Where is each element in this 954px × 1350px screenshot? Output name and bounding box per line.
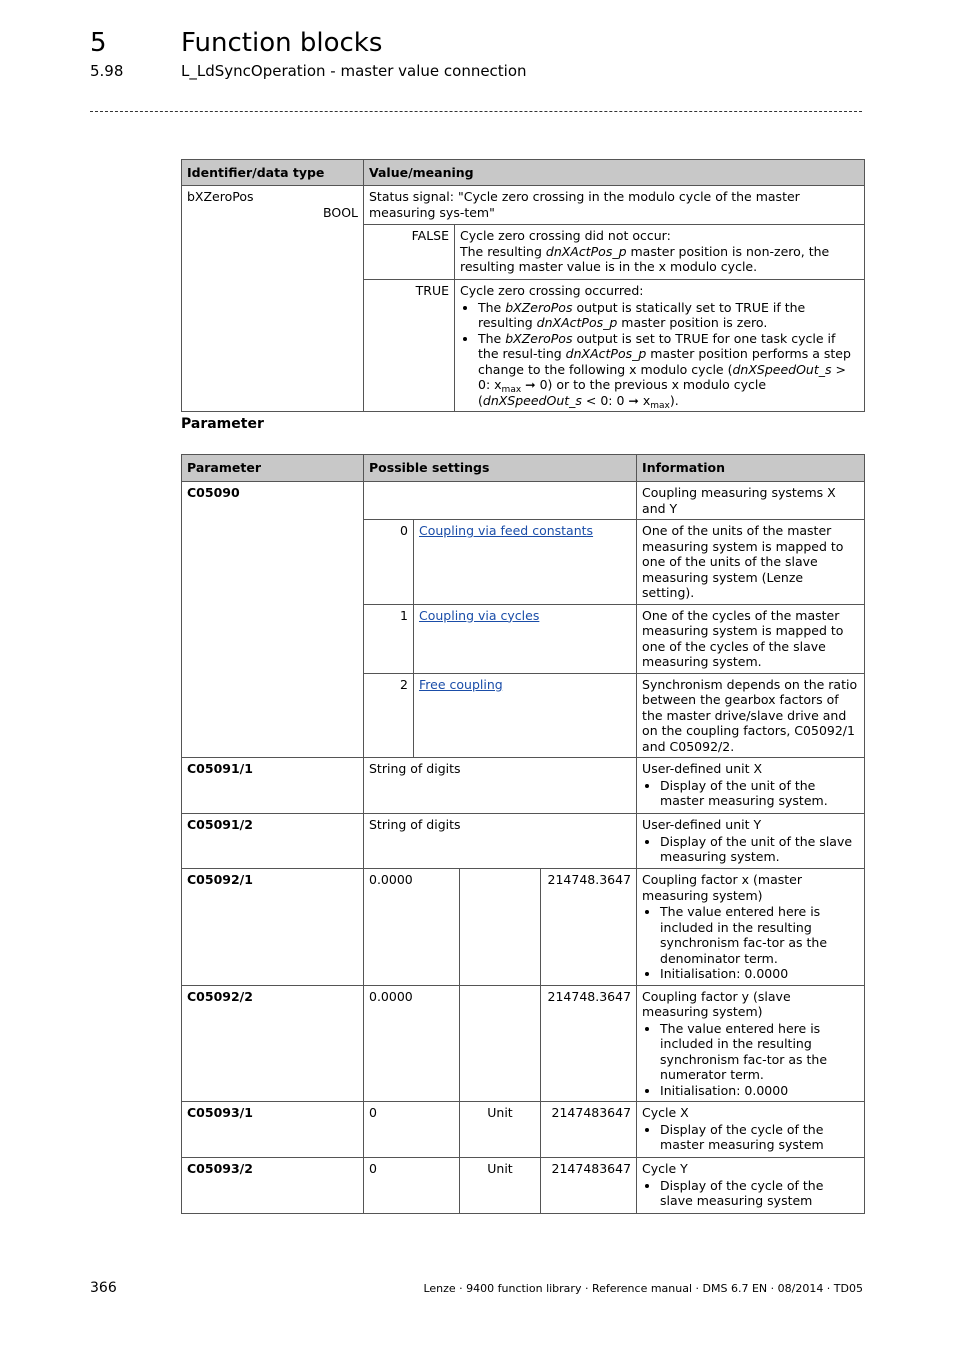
col-header-identifier: Identifier/data type <box>182 160 364 186</box>
footer-doc-info: Lenze · 9400 function library · Reference manual · DMS 6.7 EN · 08/2014 · TD05 <box>423 1282 863 1295</box>
true-title: Cycle zero crossing occurred: <box>460 283 644 298</box>
link-free-coupling[interactable]: Free coupling <box>419 676 503 692</box>
true-bullet-static: • The bXZeroPos output is statically set to TRUE if the resulting dnXActPos_p master position is zero. <box>478 300 859 331</box>
data-type: BOOL <box>323 204 358 220</box>
chapter-number: 5 <box>90 28 107 58</box>
param-info: Cycle Y • Display of the cycle of the slave measuring system <box>637 1158 865 1214</box>
param-c05091-1: C05091/1 <box>182 758 364 814</box>
unit-value <box>460 869 541 986</box>
page-number: 366 <box>90 1280 117 1296</box>
false-title: Cycle zero crossing did not occur: <box>460 228 671 243</box>
signal-description: Status signal: "Cycle zero crossing in the modulo cycle of the master measuring sys-tem" <box>364 186 865 225</box>
unit-value <box>460 985 541 1102</box>
link-coupling-cycles[interactable]: Coupling via cycles <box>419 607 540 623</box>
max-value: 2147483647 <box>541 1102 637 1158</box>
identifier-table <box>181 159 865 412</box>
section-title: L_LdSyncOperation - master value connection <box>181 62 527 80</box>
false-text: The resulting dnXActPos_p master position is non-zero, the resulting master value is in the x modulo cycle. <box>460 243 830 274</box>
true-bullet-list <box>460 300 859 409</box>
param-c05092-1: C05092/1 <box>182 869 364 986</box>
param-info: Coupling factor y (slave measuring system) • The value entered here is included in the resulting synchronism fac-tor as the numerator term. • Initialisation: 0.0000 <box>637 985 865 1102</box>
option-number: 0 <box>364 520 414 605</box>
col-header-settings: Possible settings <box>364 455 637 482</box>
min-value: 0.0000 <box>364 985 460 1102</box>
true-value: TRUE <box>364 280 455 412</box>
param-c05092-2: C05092/2 <box>182 985 364 1102</box>
link-coupling-feed-constants[interactable]: Coupling via feed constants <box>419 523 594 538</box>
param-info: User-defined unit X • Display of the unit of the master measuring system. <box>637 758 865 814</box>
c05090-info: Coupling measuring systems X and Y <box>637 482 865 520</box>
col-header-value: Value/meaning <box>364 160 865 186</box>
unit-value: Unit <box>460 1158 541 1214</box>
param-c05090: C05090 <box>182 482 364 758</box>
col-header-parameter: Parameter <box>182 455 364 482</box>
identifier-name: bXZeroPos <box>187 189 254 204</box>
parameter-heading: Parameter <box>181 416 264 432</box>
option-number: 2 <box>364 673 414 758</box>
col-header-information: Information <box>637 455 865 482</box>
option-info: Synchronism depends on the ratio between the gearbox factors of the master drive/slave drive and on the coupling factors, C05092/1 and C05092/2. <box>637 673 865 758</box>
unit-value: Unit <box>460 1102 541 1158</box>
param-info: User-defined unit Y • Display of the unit of the slave measuring system. <box>637 814 865 869</box>
section-number: 5.98 <box>90 62 124 80</box>
identifier-cell <box>182 186 364 412</box>
param-info: Coupling factor x (master measuring system) • The value entered here is included in the resulting synchronism fac-tor as the denominator term. • Initialisation: 0.0000 <box>637 869 865 986</box>
min-value: 0 <box>364 1102 460 1158</box>
option-number: 1 <box>364 604 414 673</box>
header-divider <box>90 111 862 112</box>
min-value: 0.0000 <box>364 869 460 986</box>
param-c05093-2: C05093/2 <box>182 1158 364 1214</box>
option-info: One of the cycles of the master measuring system is mapped to one of the cycles of the slave measuring system. <box>637 604 865 673</box>
setting-value: String of digits <box>364 814 637 869</box>
option-info: One of the units of the master measuring system is mapped to one of the units of the slave measuring system (Lenze setting). <box>637 520 865 605</box>
param-c05091-2: C05091/2 <box>182 814 364 869</box>
max-value: 2147483647 <box>541 1158 637 1214</box>
max-value: 214748.3647 <box>541 985 637 1102</box>
param-info: Cycle X • Display of the cycle of the master measuring system <box>637 1102 865 1158</box>
max-value: 214748.3647 <box>541 869 637 986</box>
min-value: 0 <box>364 1158 460 1214</box>
param-c05093-1: C05093/1 <box>182 1102 364 1158</box>
true-bullet-step: • The bXZeroPos output is set to TRUE for one task cycle if the resul-ting dnXActPos_p master position performs a step change to the following x modulo cycle (dnXSpeedOut_s > 0: $x_{max}$ ➞ 0) or to the previous x modulo cycle (dnXSpeedOut_s < 0: 0 ➞ $x_{max}$). <box>478 331 859 409</box>
chapter-title: Function blocks <box>181 28 383 58</box>
true-meaning <box>455 280 865 412</box>
false-value: FALSE <box>364 225 455 280</box>
setting-value: String of digits <box>364 758 637 814</box>
parameter-table <box>181 454 865 1214</box>
false-meaning <box>455 225 865 280</box>
